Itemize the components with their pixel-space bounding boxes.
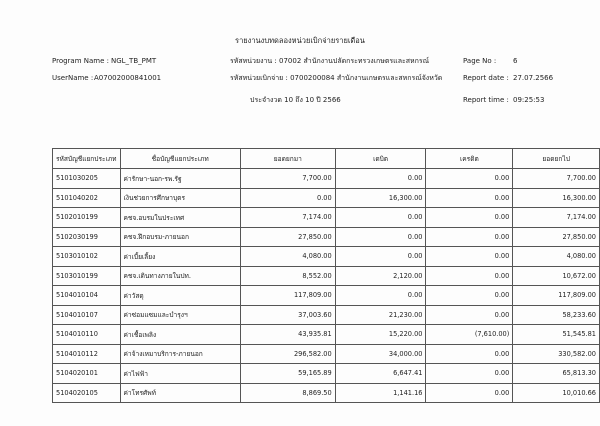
debit: 6,647.41 [335, 364, 426, 384]
closing-balance: 4,080.00 [513, 247, 600, 267]
dept-line: รหัสหน่วยงาน : 07002 สำนักงานปลัดกระทรวงเกษตรและสหกรณ์ [230, 57, 430, 65]
debit: 0.00 [335, 286, 426, 306]
table-row [53, 188, 600, 208]
closing-balance: 7,174.00 [513, 208, 600, 228]
debit: 2,120.00 [335, 266, 426, 286]
account-name: คชจ.อบรมในประเทศ [120, 208, 240, 228]
header-account-name: ชื่อบัญชีแยกประเภท [120, 149, 240, 169]
credit: 0.00 [426, 383, 513, 403]
closing-balance: 10,672.00 [513, 266, 600, 286]
account-name: คชจ.ฝึกอบรม-ภายนอก [120, 227, 240, 247]
debit: 1,141.16 [335, 383, 426, 403]
credit: 0.00 [426, 169, 513, 189]
credit: (7,610.00) [426, 325, 513, 345]
account-code: 5101030205 [53, 169, 121, 189]
credit: 0.00 [426, 344, 513, 364]
header-debit: เดบิต [335, 149, 426, 169]
opening-balance: 43,935.81 [240, 325, 335, 345]
opening-balance: 37,003.60 [240, 305, 335, 325]
table-row [53, 266, 600, 286]
page-no-value: 6 [513, 57, 518, 65]
header-account-code: รหัสบัญชีแยกประเภท [53, 149, 121, 169]
table-header-row [53, 149, 600, 169]
user-label: UserName : [52, 74, 94, 82]
debit: 15,220.00 [335, 325, 426, 345]
opening-balance: 0.00 [240, 188, 335, 208]
table-row [53, 247, 600, 267]
account-code: 5103010199 [53, 266, 121, 286]
trial-balance-table [52, 148, 600, 403]
account-name: ค่าเบี้ยเลี้ยง [120, 247, 240, 267]
account-code: 5104010107 [53, 305, 121, 325]
table-row [53, 169, 600, 189]
unit-line: รหัสหน่วยเบิกจ่าย : 0700200084 สำนักงานเกษตรและสหกรณ์จังหวัด [230, 74, 443, 82]
credit: 0.00 [426, 208, 513, 228]
account-name: ค่าซ่อมแซมและบำรุงฯ [120, 305, 240, 325]
user-value: A07002000841001 [94, 74, 162, 82]
credit: 0.00 [426, 188, 513, 208]
opening-balance: 7,174.00 [240, 208, 335, 228]
account-code: 5102010199 [53, 208, 121, 228]
opening-balance: 296,582.00 [240, 344, 335, 364]
opening-balance: 8,552.00 [240, 266, 335, 286]
opening-balance: 117,809.00 [240, 286, 335, 306]
report-date-label: Report date : [463, 74, 509, 82]
debit: 21,230.00 [335, 305, 426, 325]
header-opening-balance: ยอดยกมา [240, 149, 335, 169]
closing-balance: 65,813.30 [513, 364, 600, 384]
account-name: ค่าเชื้อเพลิง [120, 325, 240, 345]
account-code: 5104010112 [53, 344, 121, 364]
opening-balance: 7,700.00 [240, 169, 335, 189]
table-row [53, 227, 600, 247]
page-no-label: Page No : [463, 57, 497, 65]
table-row [53, 208, 600, 228]
debit: 0.00 [335, 169, 426, 189]
credit: 0.00 [426, 266, 513, 286]
account-code: 5104010104 [53, 286, 121, 306]
closing-balance: 51,545.81 [513, 325, 600, 345]
closing-balance: 117,809.00 [513, 286, 600, 306]
report-date-value: 27.07.2566 [513, 74, 554, 82]
table-row [53, 344, 600, 364]
opening-balance: 27,850.00 [240, 227, 335, 247]
table-row [53, 286, 600, 306]
period-line: ประจำงวด 10 ถึง 10 ปี 2566 [250, 96, 341, 104]
account-code: 5104020101 [53, 364, 121, 384]
opening-balance: 4,080.00 [240, 247, 335, 267]
report-time-value: 09:25:53 [513, 96, 545, 104]
account-name: ค่ารักษา-นอก-รพ.รัฐ [120, 169, 240, 189]
account-name: ค่าจ้างเหมาบริการ-ภายนอก [120, 344, 240, 364]
header-credit: เครดิต [426, 149, 513, 169]
account-name: ค่าไฟฟ้า [120, 364, 240, 384]
closing-balance: 58,233.60 [513, 305, 600, 325]
credit: 0.00 [426, 364, 513, 384]
program-value: NGL_TB_PMT [111, 57, 157, 65]
account-code: 5101040202 [53, 188, 121, 208]
credit: 0.00 [426, 286, 513, 306]
header-closing-balance: ยอดยกไป [513, 149, 600, 169]
report-title: รายงานงบทดลองหน่วยเบิกจ่ายรายเดือน [235, 36, 365, 45]
table-row [53, 383, 600, 403]
account-code: 5104010110 [53, 325, 121, 345]
credit: 0.00 [426, 305, 513, 325]
closing-balance: 330,582.00 [513, 344, 600, 364]
account-code: 5104020105 [53, 383, 121, 403]
account-code: 5102030199 [53, 227, 121, 247]
debit: 0.00 [335, 227, 426, 247]
opening-balance: 59,165.89 [240, 364, 335, 384]
account-name: เงินช่วยการศึกษาบุตร [120, 188, 240, 208]
program-label: Program Name : [52, 57, 109, 65]
opening-balance: 8,869.50 [240, 383, 335, 403]
account-name: คชจ.เดินทางภายในปท. [120, 266, 240, 286]
account-name: ค่าโทรศัพท์ [120, 383, 240, 403]
closing-balance: 27,850.00 [513, 227, 600, 247]
debit: 0.00 [335, 247, 426, 267]
credit: 0.00 [426, 247, 513, 267]
closing-balance: 10,010.66 [513, 383, 600, 403]
account-code: 5103010102 [53, 247, 121, 267]
closing-balance: 16,300.00 [513, 188, 600, 208]
table-row [53, 364, 600, 384]
account-name: ค่าวัสดุ [120, 286, 240, 306]
debit: 34,000.00 [335, 344, 426, 364]
credit: 0.00 [426, 227, 513, 247]
table-row [53, 305, 600, 325]
table-row [53, 325, 600, 345]
debit: 16,300.00 [335, 188, 426, 208]
report-time-label: Report time : [463, 96, 509, 104]
debit: 0.00 [335, 208, 426, 228]
closing-balance: 7,700.00 [513, 169, 600, 189]
